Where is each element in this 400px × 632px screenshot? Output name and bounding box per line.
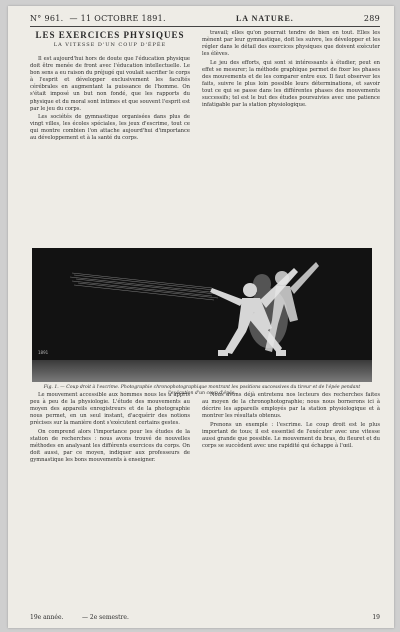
- volume-label: 19e année.: [30, 614, 64, 621]
- paragraph: Prenons un exemple : l'escrime. Le coup droit est le plus important de tous; il est essentiel de l'exécuter avec une vitesse aussi grande que possible. Le mouvement du bras, du fleuret et du corps se succèdent avec une rapidité qui échappe à l'œil.: [202, 421, 380, 449]
- signature-number: 19: [372, 614, 380, 621]
- paragraph: Le mouvement accessible aux hommes nous les a appris peu à peu de la physiologie. L'étude des mouvements au moyen des appareils enregistreurs et de la photographie nous permet, en un seul instant, d'acquérir des notions précises sur la manière dont s'exécutent certains gestes.: [30, 392, 190, 427]
- paragraph: Le jeu des efforts, qui sont si intéressants à étudier, peut en effet se mesurer; la méthode graphique permet de fixer les phases des mouvements et de les comparer entre eux. Il faut observer les faits, suivre le plus loin possible leurs déterminations, et savoir tout ce qui se passe dans les différentes phases des mouvements successifs; tel est le but des études poursuivies avec une patience infatigable par la station physiologique.: [202, 59, 380, 109]
- page-footer: [30, 614, 380, 624]
- column-1: [30, 56, 190, 144]
- column-4: [202, 392, 380, 451]
- journal-page: [8, 6, 394, 628]
- issue-info: [30, 14, 166, 23]
- column-3: [30, 392, 190, 465]
- photo-corner-label: 1891: [38, 350, 49, 355]
- column-2: [202, 30, 380, 110]
- page-number: 289: [363, 13, 380, 23]
- paragraph: On comprend alors l'importance pour les études de la station de recherches : nous avons trouvé de nouvelles méthodes en analysant les différents exercices du corps. On doit aussi, par ce moyen, indiquer aux professeurs de gymnastique les bons mouvements à enseigner.: [30, 428, 190, 464]
- issue-number: N° 961.: [30, 13, 64, 23]
- floor: [32, 360, 372, 382]
- paragraph: Les sociétés de gymnastique organisées dans plus de vingt villes, les écoles spéciales, les jeux d'escrime, tout ce qui montre combien l'on attache aujourd'hui d'importance au développement et à la santé du corps.: [30, 113, 190, 142]
- header-rule: [30, 26, 380, 27]
- paragraph: Il est aujourd'hui hors de doute que l'éducation physique doit être menée de front avec l'éducation intellectuelle. Le bon sens a eu raison du préjugé qui voulait sacrifier le corps à l'esprit et développer exclusivement les facultés cérébrales en augmentant la puissance de l'homme. On s'était imposé un but non fondé, que les rapports du physique et du moral sont intimes et que souvent l'esprit est par le jeu du corps.: [30, 56, 190, 112]
- chronophotograph-image: [32, 248, 372, 382]
- paragraph: Nous avons déjà entretenu nos lecteurs des recherches faites au moyen de la chronophotographie; nous nous bornerons ici à décrire les appareils employés par la station physiologique et à montrer les résultats obtenus.: [202, 392, 380, 420]
- figure-caption: Fig. 1. — Coup droit à l'escrime. Photographie chronophotographique montrant les positions successives du tireur et de l'épée pendant l'exécution d'un coup d'épée.: [43, 385, 361, 396]
- article-title: LES EXERCICES PHYSIQUES: [35, 30, 185, 40]
- issue-date: — 11 OCTOBRE 1891.: [69, 13, 166, 23]
- semester-label: — 2e semestre.: [82, 614, 129, 621]
- article-subtitle: LA VITESSE D'UN COUP D'ÉPÉE: [53, 42, 167, 48]
- fencing-chronophotograph: [32, 248, 372, 382]
- journal-title: LA NATURE.: [235, 13, 294, 23]
- paragraph: travail; elles qu'on pourrait tendre de bien en tout. Elles les mènent par leur gymnastique, doit les suivre, les développer et les régler dans le détail des exercices physiques que doivent exécuter les élèves.: [202, 30, 380, 58]
- page-header: [30, 12, 380, 24]
